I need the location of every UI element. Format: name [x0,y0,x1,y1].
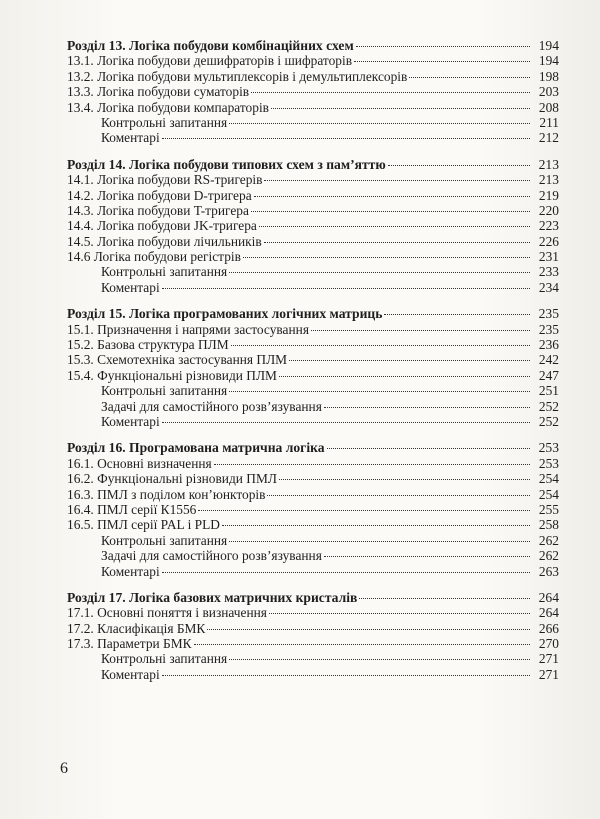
entry-label: Контрольні запитання [101,264,228,280]
entry-label: Коментарі [101,130,160,146]
dot-leader [354,61,530,62]
toc-entry [67,456,559,471]
toc-entry [67,533,559,548]
page-ref: 270 [538,636,559,652]
entry-label: Коментарі [101,563,160,579]
section-heading [67,306,559,321]
toc-section [67,38,559,146]
section-title: Розділ 14. Логіка побудови типових схем з пам’яттю [67,156,386,172]
toc-entry [67,564,559,579]
entry-label: 14.2. Логіка побудови D-тригера [67,187,252,203]
toc-entry [67,471,559,486]
entry-label: 14.6 Логіка побудови регістрів [67,249,241,265]
toc-entry [67,322,559,337]
dot-leader [324,407,530,408]
dot-leader [324,556,530,557]
section-heading [67,590,559,605]
entry-label: 14.4. Логіка побудови JK-тригера [67,218,257,234]
section-heading [67,157,559,172]
dot-leader [162,288,530,289]
page-ref: 208 [538,99,559,115]
dot-leader [271,108,530,109]
page-ref: 203 [538,84,559,100]
toc-entry [67,188,559,203]
page-ref: 254 [538,471,559,487]
dot-leader [251,92,530,93]
page-ref: 247 [538,367,559,383]
dot-leader [254,196,530,197]
page-ref: 266 [538,620,559,636]
page-ref: 253 [538,440,559,456]
table-of-contents [67,38,559,693]
page-ref: 234 [538,279,559,295]
entry-label: 17.1. Основні поняття і визначення [67,605,267,621]
page-ref: 262 [538,548,559,564]
dot-leader [243,257,530,258]
toc-entry [67,84,559,99]
section-title: Розділ 17. Логіка базових матричних кристалів [67,589,358,605]
dot-leader [229,391,530,392]
entry-label: 17.2. Класифікація БМК [67,620,206,636]
entry-label: 17.3. Параметри БМК [67,636,192,652]
toc-entry [67,651,559,666]
entry-label: 13.3. Логіка побудови суматорів [67,84,250,100]
entry-label: Задачі для самостійного розв’язування [101,548,322,564]
entry-label: 13.1. Логіка побудови дешифраторів і шифраторів [67,53,353,69]
page-ref: 252 [538,413,559,429]
page-ref: 223 [538,218,559,234]
page-ref: 271 [538,666,559,682]
page-ref: 236 [538,337,559,353]
toc-section [67,157,559,296]
toc-entry [67,264,559,279]
dot-leader [162,572,530,573]
page-ref: 233 [538,264,559,280]
page-ref: 235 [538,306,559,322]
toc-entry [67,234,559,249]
page-ref: 220 [538,202,559,218]
toc-entry [67,337,559,352]
toc-entry [67,100,559,115]
dot-leader [162,138,530,139]
dot-leader [279,479,530,480]
dot-leader [269,613,530,614]
toc-entry [67,517,559,532]
page-ref: 242 [538,352,559,368]
page-ref: 271 [538,651,559,667]
dot-leader [214,464,530,465]
entry-label: 14.1. Логіка побудови RS-тригерів [67,172,263,188]
page-ref: 258 [538,517,559,533]
entry-label: 16.1. Основні визначення [67,455,212,471]
page-ref: 251 [538,383,559,399]
dot-leader [162,422,530,423]
dot-leader [359,598,530,599]
dot-leader [267,495,530,496]
toc-entry [67,548,559,563]
toc-entry [67,414,559,429]
entry-label: 14.5. Логіка побудови лічильників [67,233,262,249]
page-ref: 264 [538,605,559,621]
page-ref: 213 [538,156,559,172]
page-ref: 194 [538,53,559,69]
section-title: Розділ 15. Логіка програмованих логічних матриць [67,306,383,322]
page-ref: 253 [538,455,559,471]
dot-leader [229,272,530,273]
dot-leader [388,165,530,166]
section-title: Розділ 16. Програмована матрична логіка [67,440,325,456]
dot-leader [264,180,530,181]
entry-label: Контрольні запитання [101,651,228,667]
entry-label: 16.3. ПМЛ з поділом кон’юнкторів [67,486,266,502]
entry-label: 16.4. ПМЛ серії К1556 [67,501,197,517]
page-ref: 219 [538,187,559,203]
toc-entry [67,621,559,636]
entry-label: Задачі для самостійного розв’язування [101,398,322,414]
page-ref: 213 [538,172,559,188]
page-ref: 264 [538,589,559,605]
page-ref: 254 [538,486,559,502]
toc-entry [67,487,559,502]
entry-label: 16.2. Функціональні різновиди ПМЛ [67,471,277,487]
page-ref: 198 [538,68,559,84]
dot-leader [229,659,530,660]
section-title: Розділ 13. Логіка побудови комбінаційних схем [67,38,354,53]
dot-leader [356,46,530,47]
entry-label: 15.4. Функціональні різновиди ПЛМ [67,367,277,383]
dot-leader [194,644,530,645]
toc-entry [67,69,559,84]
dot-leader [162,675,530,676]
toc-entry [67,249,559,264]
dot-leader [311,330,530,331]
toc-section [67,590,559,682]
page-ref: 235 [538,321,559,337]
toc-entry [67,53,559,68]
page-ref: 252 [538,398,559,414]
page-number: 6 [60,760,68,777]
dot-leader [409,77,530,78]
page-ref: 226 [538,233,559,249]
toc-entry [67,130,559,145]
toc-entry [67,218,559,233]
entry-label: 15.1. Призначення і напрями застосування [67,321,309,337]
toc-entry [67,502,559,517]
entry-label: Коментарі [101,413,160,429]
page-ref: 194 [538,38,559,53]
page-ref: 255 [538,501,559,517]
dot-leader [229,541,530,542]
dot-leader [231,345,530,346]
page-ref: 231 [538,249,559,265]
toc-entry [67,368,559,383]
entry-label: 14.3. Логіка побудови T-тригера [67,202,249,218]
entry-label: Коментарі [101,666,160,682]
toc-entry [67,172,559,187]
page-ref: 262 [538,532,559,548]
entry-label: Коментарі [101,279,160,295]
toc-entry [67,383,559,398]
entry-label: 13.2. Логіка побудови мультиплексорів і демультиплексорів [67,68,408,84]
entry-label: 15.2. Базова структура ПЛМ [67,337,229,353]
toc-section [67,306,559,429]
page-ref: 212 [538,130,559,146]
dot-leader [229,123,530,124]
toc-entry [67,280,559,295]
entry-label: Контрольні запитання [101,383,228,399]
dot-leader [264,242,530,243]
entry-label: 13.4. Логіка побудови компараторів [67,99,269,115]
dot-leader [327,448,530,449]
toc-entry [67,115,559,130]
section-heading [67,38,559,53]
dot-leader [289,360,530,361]
toc-entry [67,667,559,682]
page-ref: 211 [539,114,559,130]
toc-entry [67,203,559,218]
entry-label: Контрольні запитання [101,114,228,130]
toc-section [67,440,559,579]
page-ref: 263 [538,563,559,579]
section-heading [67,440,559,455]
dot-leader [279,376,530,377]
entry-label: 16.5. ПМЛ серії PAL і PLD [67,517,220,533]
dot-leader [222,525,530,526]
dot-leader [251,211,530,212]
toc-entry [67,352,559,367]
toc-entry [67,636,559,651]
dot-leader [259,226,530,227]
toc-entry [67,399,559,414]
toc-entry [67,605,559,620]
dot-leader [384,314,530,315]
entry-label: 15.3. Схемотехніка застосування ПЛМ [67,352,288,368]
entry-label: Контрольні запитання [101,532,228,548]
dot-leader [207,629,530,630]
dot-leader [198,510,530,511]
